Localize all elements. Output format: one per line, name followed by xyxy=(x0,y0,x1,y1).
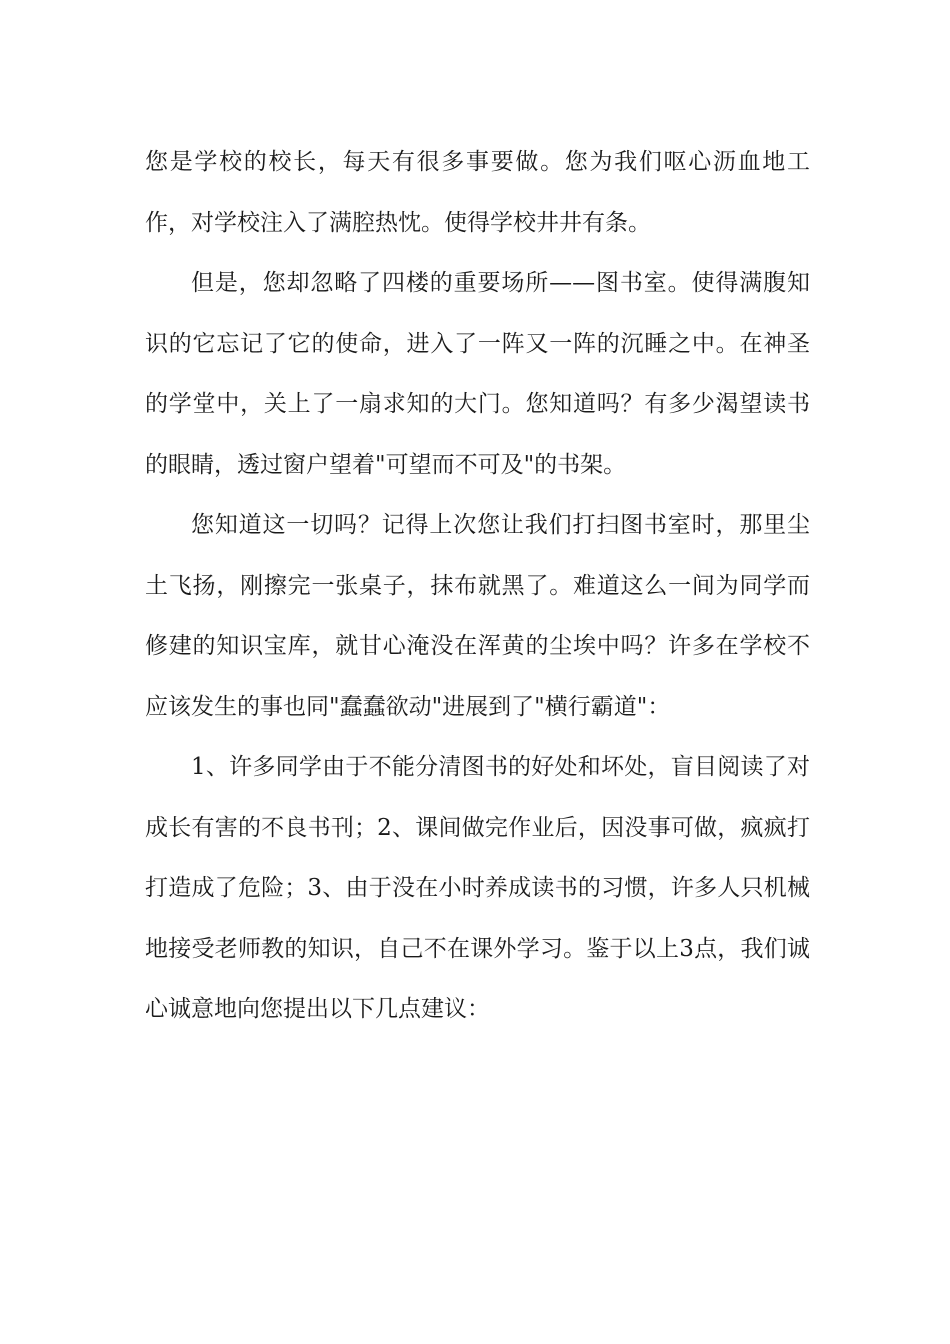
document-body xyxy=(145,132,810,1040)
paragraph-4: 1、许多同学由于不能分清图书的好处和坏处，盲目阅读了对成长有害的不良书刊；2、课间做完作业后，因没事可做，疯疯打打造成了危险；3、由于没在小时养成读书的习惯，许多人只机械地接受老师教的知识，自己不在课外学习。鉴于以上3点，我们诚心诚意地向您提出以下几点建议： xyxy=(145,754,810,1022)
paragraph-3: 您知道这一切吗？记得上次您让我们打扫图书室时，那里尘土飞扬，刚擦完一张桌子，抹布就黑了。难道这么一间为同学而修建的知识宝库，就甘心淹没在浑黄的尘埃中吗？许多在学校不应该发生的事也同"蠢蠢欲动"进展到了"横行霸道"： xyxy=(145,512,810,720)
paragraph-1: 您是学校的校长，每天有很多事要做。您为我们呕心沥血地工作，对学校注入了满腔热忱。使得学校井井有条。 xyxy=(145,149,810,236)
paragraph-2: 但是，您却忽略了四楼的重要场所——图书室。使得满腹知识的它忘记了它的使命，进入了一阵又一阵的沉睡之中。在神圣的学堂中，关上了一扇求知的大门。您知道吗？有多少渴望读书的眼睛，透过窗户望着"可望而不可及"的书架。 xyxy=(145,270,810,478)
